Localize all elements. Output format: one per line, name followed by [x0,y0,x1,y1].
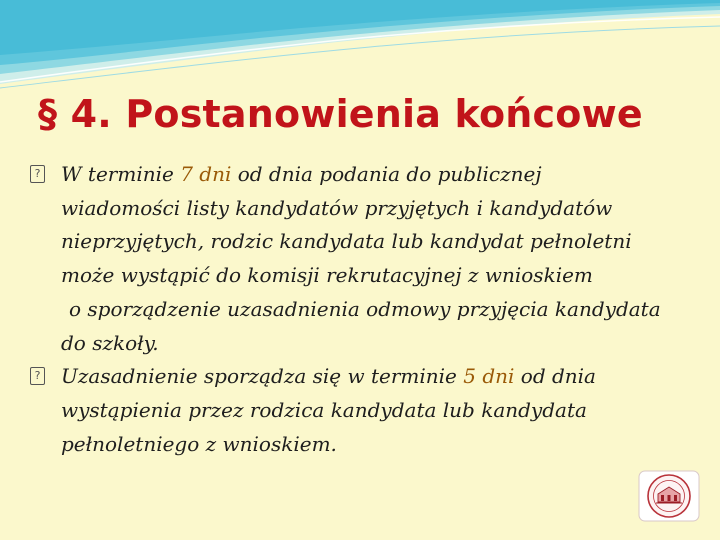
bullet-2-highlight: 5 dni [463,364,515,389]
bullet-1-line-5: o sporządzenie uzasadnienia odmowy przyjęcia kandydata [69,296,661,321]
bullet-1-line-4: może wystąpić do komisji rekrutacyjnej z wnioskiem [61,263,593,288]
bullet-1-line-1 [61,158,690,192]
bullet-2-text-start: Uzasadnienie sporządza się w terminie [61,364,464,389]
header-wave-decoration [0,0,720,95]
institution-seal-logo [638,470,700,522]
bullet-2-line-2: wystąpienia przez rodzica kandydata lub kandydata [61,397,587,422]
bullet-1-text-rest: od dnia podania do publicznej [231,162,542,186]
bullet-1-line-2: wiadomości listy kandydatów przyjętych i kandydatów [61,195,613,220]
bullet-item-2 [30,360,690,461]
replacement-glyph-icon: ? [30,367,45,385]
bullet-2-text-rest: od dnia [514,364,596,389]
bullet-item-1 [30,158,690,360]
slide-title: § 4. Postanowienia końcowe [38,92,643,136]
bullet-1-line-6: do szkoły. [61,330,159,355]
bullet-1-line-3: nieprzyjętych, rodzic kandydata lub kandydat pełnoletni [61,229,632,254]
bullet-2-line-3: pełnoletniego z wnioskiem. [61,431,337,456]
bullet-2-line-1 [61,360,690,394]
slide-content [30,158,690,461]
bullet-1-highlight: 7 dni [180,162,232,186]
replacement-glyph-icon: ? [30,165,45,183]
bullet-1-text-start: W terminie [61,162,181,186]
